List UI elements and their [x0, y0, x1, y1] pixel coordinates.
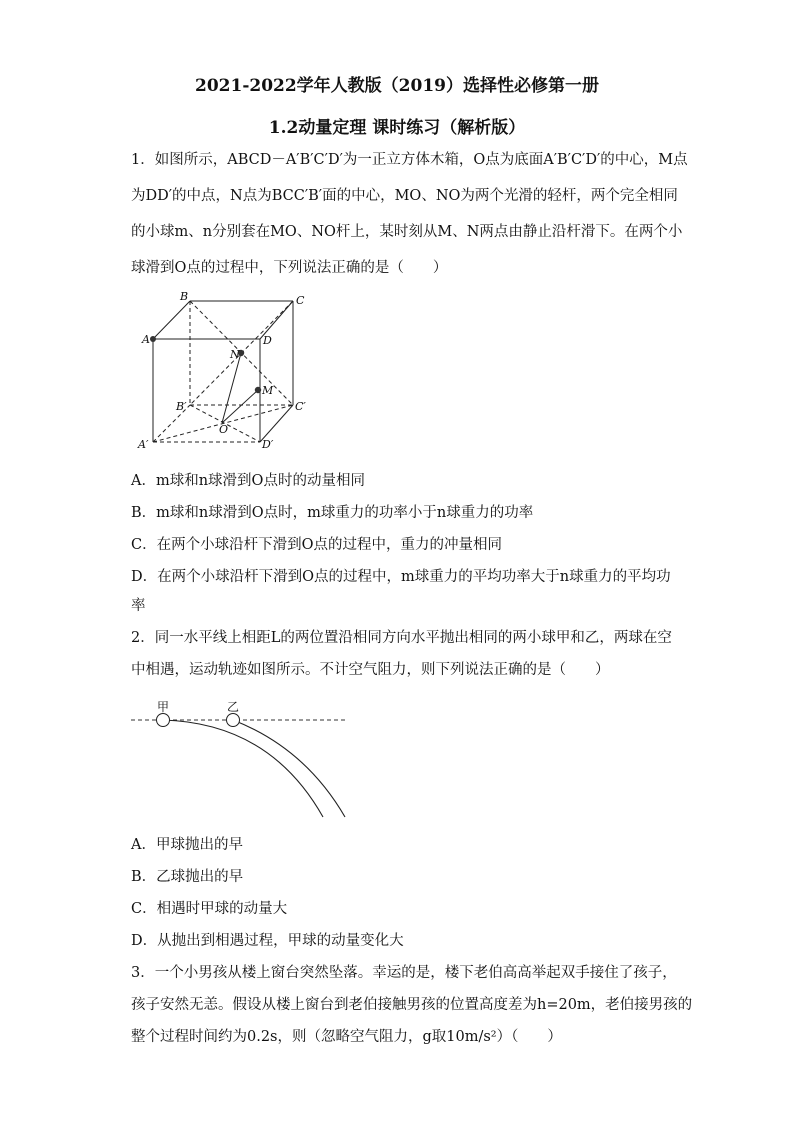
question-2-stem-line: 中相遇，运动轨迹如图所示。不计空气阻力，则下列说法正确的是（ ）: [131, 662, 610, 678]
label-d-prime: D′: [262, 438, 274, 451]
ball-yi-icon: [227, 714, 240, 727]
cube-figure: [135, 290, 315, 455]
label-a-prime: A′: [138, 438, 149, 451]
question-1-option-d-continued: 率: [131, 598, 146, 614]
question-2-stem-line: 2．同一水平线上相距L的两位置沿相同方向水平抛出相同的两小球甲和乙，两球在空: [131, 630, 672, 646]
label-d: D: [263, 334, 272, 347]
label-b: B: [180, 290, 189, 303]
label-m: M: [262, 384, 274, 397]
ball-m-icon: [255, 387, 261, 393]
question-2-option-c: C．相遇时甲球的动量大: [131, 901, 288, 917]
label-c-prime: C′: [295, 400, 306, 413]
label-n: N: [230, 348, 240, 361]
question-1-option-c: C．在两个小球沿杆下滑到O点的过程中，重力的冲量相同: [131, 537, 502, 553]
question-1-option-d: D．在两个小球沿杆下滑到O点的过程中，m球重力的平均功率大于n球重力的平均功: [131, 569, 671, 585]
ball-jia-icon: [157, 714, 170, 727]
label-yi: 乙: [227, 700, 240, 714]
label-a: A: [142, 333, 150, 346]
page-title: 2021-2022学年人教版（2019）选择性必修第一册: [195, 76, 599, 96]
question-3-stem-line: 整个过程时间约为0.2s，则（忽略空气阻力，g取10m/s²）（ ）: [131, 1029, 562, 1045]
trajectory-figure: [125, 693, 355, 823]
label-jia: 甲: [157, 700, 170, 714]
question-1-stem-line: 球滑到O点的过程中，下列说法正确的是（ ）: [131, 260, 448, 276]
page-subtitle: 1.2动量定理 课时练习（解析版）: [268, 118, 526, 138]
question-1-stem-line: 为DD′的中点，N点为BCC′B′面的中心，MO、NO为两个光滑的轻杆，两个完全相同: [131, 188, 678, 204]
label-o: O: [219, 423, 229, 436]
label-c: C: [296, 294, 305, 307]
question-3-stem-line: 3．一个小男孩从楼上窗台突然坠落。幸运的是，楼下老伯高高举起双手接住了孩子，: [131, 965, 677, 981]
question-1-option-b: B．m球和n球滑到O点时，m球重力的功率小于n球重力的功率: [131, 505, 534, 521]
question-1-option-a: A．m球和n球滑到O点时的动量相同: [131, 473, 365, 489]
ball-a-icon: [150, 336, 156, 342]
label-b-prime: B′: [176, 400, 187, 413]
question-1-stem-line: 的小球m、n分别套在MO、NO杆上，某时刻从M、N两点由静止沿杆滑下。在两个小: [131, 224, 683, 240]
question-3-stem-line: 孩子安然无恙。假设从楼上窗台到老伯接触男孩的位置高度差为h=20m，老伯接男孩的: [131, 997, 693, 1013]
question-2-option-a: A．甲球抛出的早: [131, 837, 243, 853]
question-2-option-b: B．乙球抛出的早: [131, 869, 244, 885]
question-1-stem-line: 1．如图所示，ABCD－A′B′C′D′为一正立方体木箱，O点为底面A′B′C′D′的中心，M点: [131, 152, 688, 168]
question-2-option-d: D．从抛出到相遇过程，甲球的动量变化大: [131, 933, 404, 949]
